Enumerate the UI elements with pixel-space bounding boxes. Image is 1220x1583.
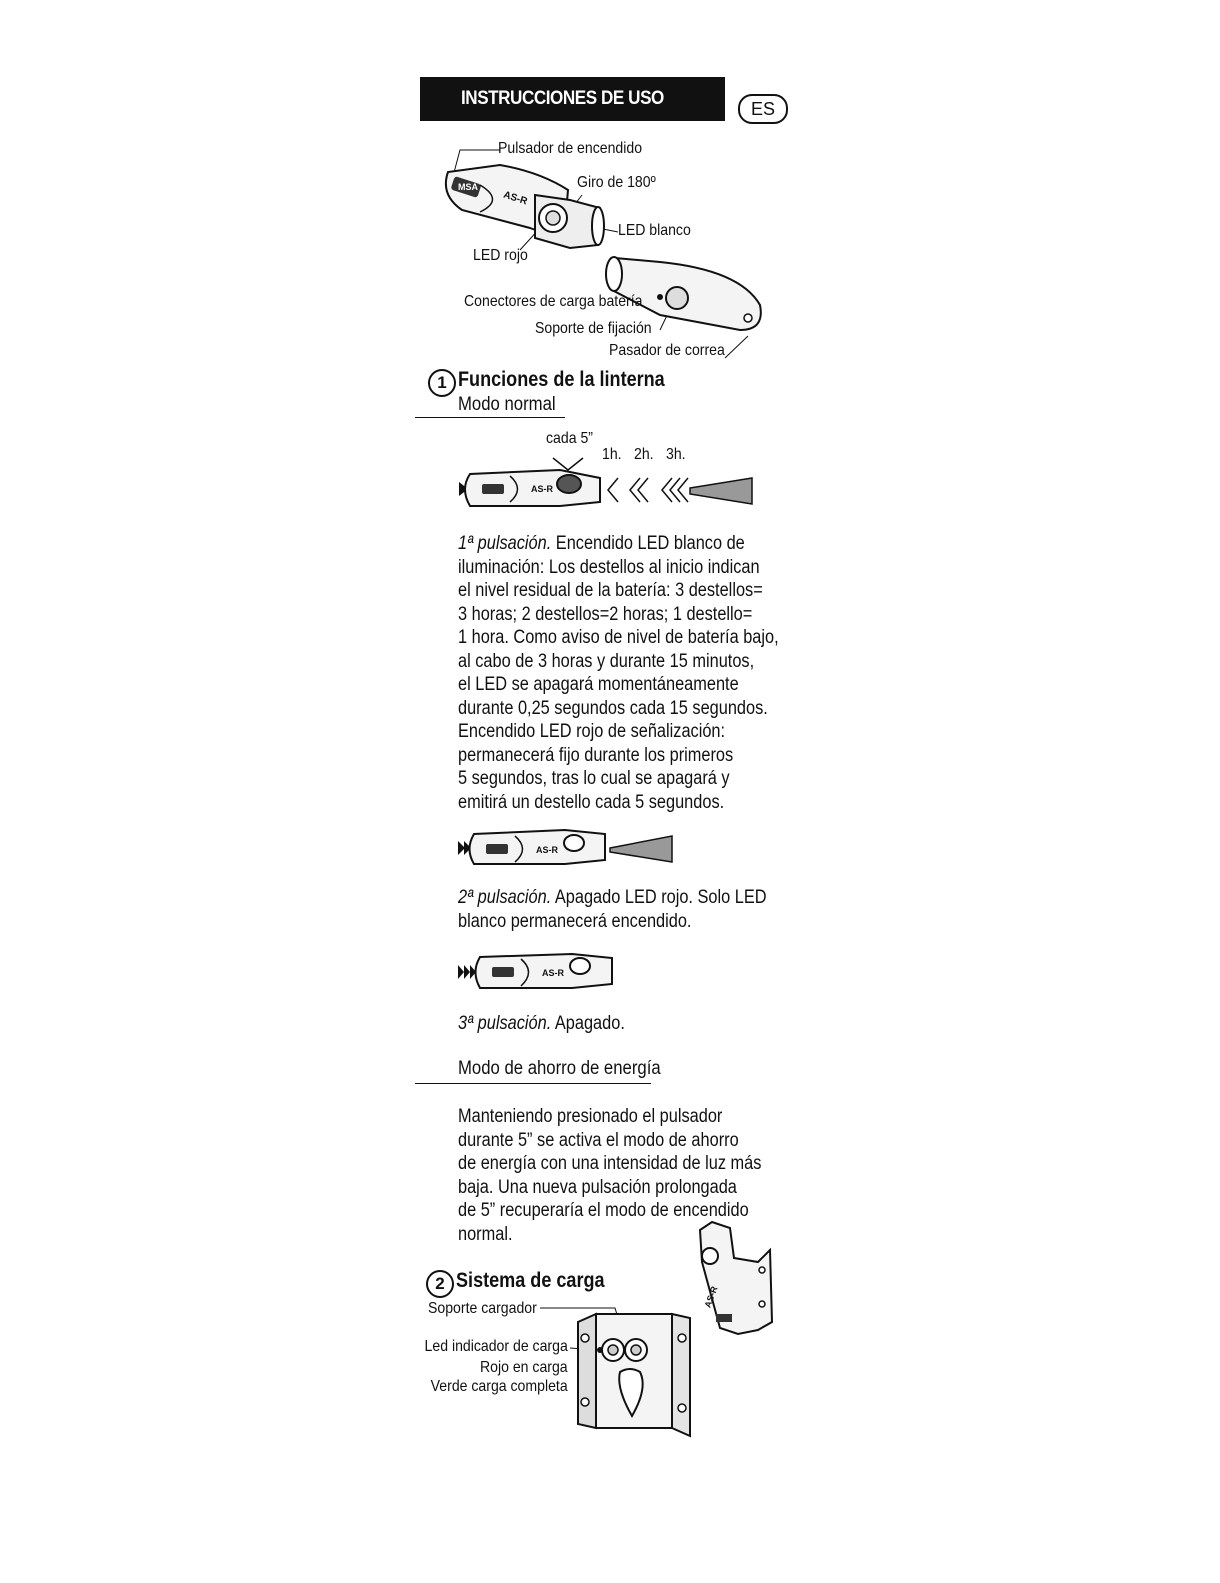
section-number-2: 2 — [426, 1270, 454, 1298]
label-charge-led: Led indicador de carga — [424, 1338, 568, 1355]
brand-logo: MSA — [458, 182, 478, 192]
text-line: blanco permanecerá encendido. — [458, 910, 692, 932]
label-2h: 2h. — [634, 446, 654, 463]
text-line: 3 horas; 2 destellos=2 horas; 1 destello= — [458, 603, 753, 625]
text-line: el LED se apagará momentáneamente — [458, 674, 739, 695]
press2-label: 2ª pulsación. — [458, 887, 552, 908]
text-line: durante 5” se activa el modo de ahorro — [458, 1129, 739, 1151]
press1-label: 1ª pulsación. — [458, 533, 552, 554]
text-line: 5 segundos, tras lo cual se apagará y — [458, 768, 730, 789]
text-line: Encendido LED rojo de señalización: — [458, 721, 726, 742]
text-line: Apagado LED rojo. Solo LED — [554, 887, 767, 908]
press3-text: Apagado. — [554, 1013, 625, 1034]
text-line: iluminación: Los destellos al inicio indican — [458, 556, 760, 578]
label-red-led: LED rojo — [473, 247, 528, 264]
model-label-mode2: AS-R — [536, 845, 558, 855]
language-badge: ES — [738, 94, 788, 124]
text-line: de energía con una intensidad de luz más — [458, 1153, 762, 1174]
subtitle-normal-mode: Modo normal — [458, 394, 556, 415]
text-line: de 5” recuperaría el modo de encendido — [458, 1200, 749, 1221]
label-power-button: Pulsador de encendido — [498, 140, 643, 157]
subtitle-saving-mode: Modo de ahorro de energía — [458, 1058, 661, 1079]
text-line: baja. Una nueva pulsación prolongada — [458, 1176, 737, 1198]
label-charge-connectors: Conectores de carga batería — [464, 293, 643, 310]
text-line: 1 hora. Como aviso de nivel de batería bajo, — [458, 627, 779, 648]
model-label-mode3: AS-R — [542, 968, 564, 978]
label-rotation: Giro de 180º — [577, 174, 656, 191]
text-line: al cabo de 3 horas y durante 15 minutos, — [458, 650, 755, 672]
label-1h: 1h. — [602, 446, 622, 463]
section-title-2: Sistema de carga — [456, 1269, 605, 1292]
text-line: Encendido LED blanco de — [555, 533, 745, 554]
section-number-1: 1 — [428, 369, 456, 397]
label-strap-pin: Pasador de correa — [609, 342, 725, 359]
text-line: permanecerá fijo durante los primeros — [458, 744, 734, 766]
text-line: durante 0,25 segundos cada 15 segundos. — [458, 697, 768, 719]
label-red-charging: Rojo en carga — [480, 1359, 568, 1376]
model-label-docked: AS-R — [702, 1284, 720, 1310]
page-title: INSTRUCCIONES DE USO — [461, 88, 664, 109]
section-title-1: Funciones de la linterna — [458, 368, 665, 391]
label-every-5s: cada 5” — [546, 430, 593, 447]
label-green-full: Verde carga completa — [431, 1378, 568, 1395]
text-line: Manteniendo presionado el pulsador — [458, 1106, 723, 1127]
model-label: AS-R — [501, 189, 529, 208]
text-line: normal. — [458, 1223, 513, 1245]
label-mount: Soporte de fijación — [535, 320, 652, 337]
model-label-mode1: AS-R — [531, 484, 553, 494]
label-3h: 3h. — [666, 446, 686, 463]
text-line: el nivel residual de la batería: 3 destellos= — [458, 580, 763, 601]
label-white-led: LED blanco — [618, 222, 691, 239]
label-charger-holder: Soporte cargador — [428, 1300, 537, 1317]
text-line: emitirá un destello cada 5 segundos. — [458, 791, 725, 813]
press3-label: 3ª pulsación. — [458, 1013, 552, 1034]
